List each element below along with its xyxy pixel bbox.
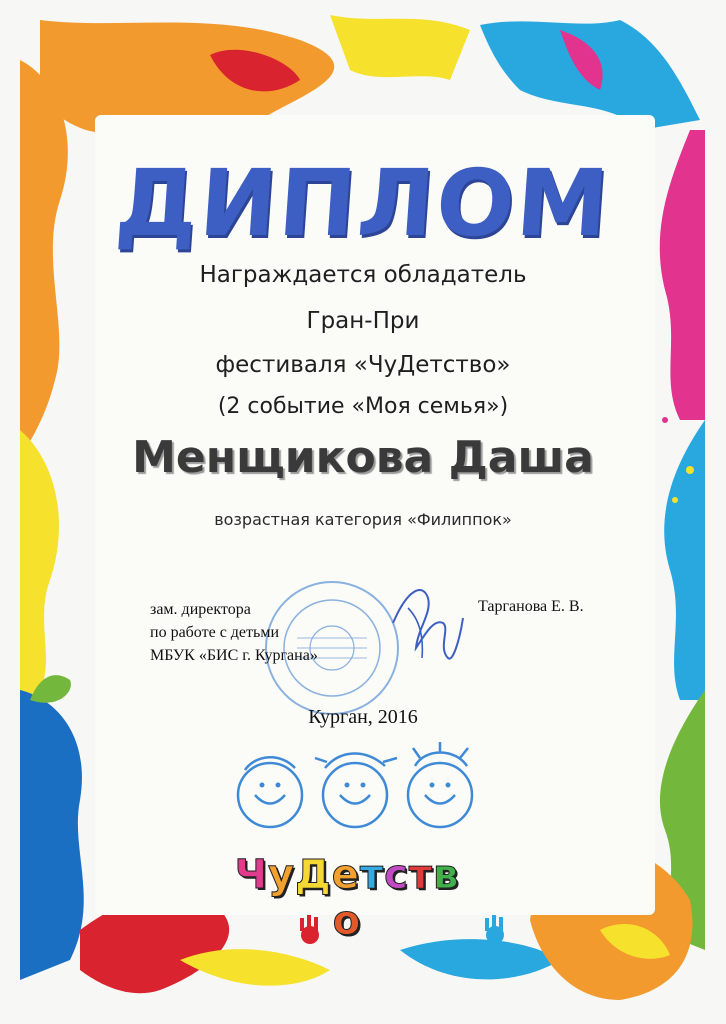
age-category: возрастная категория «Филиппок»: [214, 510, 512, 529]
handwritten-signature: [388, 578, 468, 668]
place-and-year: Курган, 2016: [308, 706, 418, 728]
kids-faces-logo: [225, 740, 485, 850]
award-line: Награждается обладатель: [199, 262, 527, 288]
signatory-position-line: зам. директора: [150, 601, 251, 618]
logo-letter: Ч: [234, 852, 269, 898]
recipient-name: Менщикова Даша: [132, 432, 594, 483]
signatory-name: Тарганова Е. В.: [478, 598, 584, 615]
diploma-title: ДИПЛОМ: [112, 150, 614, 257]
signatory-organization: МБУК «БИС г. Кургана»: [150, 647, 318, 664]
award-prize: Гран-При: [306, 308, 420, 334]
logo-letter: с: [384, 852, 409, 898]
event-name: (2 событие «Моя семья»): [217, 394, 509, 419]
chudetstvo-logo: [222, 852, 472, 944]
signatory-position-line: по работе с детьми: [150, 624, 280, 641]
logo-letter: у: [268, 852, 296, 898]
logo-letter: т: [408, 852, 433, 898]
logo-letter: о: [332, 898, 362, 944]
logo-letter: т: [359, 852, 385, 898]
logo-letter: Д: [295, 852, 332, 898]
festival-name: фестиваля «ЧуДетство»: [215, 352, 511, 378]
logo-letter: е: [331, 852, 360, 898]
logo-letter: в: [432, 852, 460, 898]
signatory-position: [150, 598, 318, 667]
